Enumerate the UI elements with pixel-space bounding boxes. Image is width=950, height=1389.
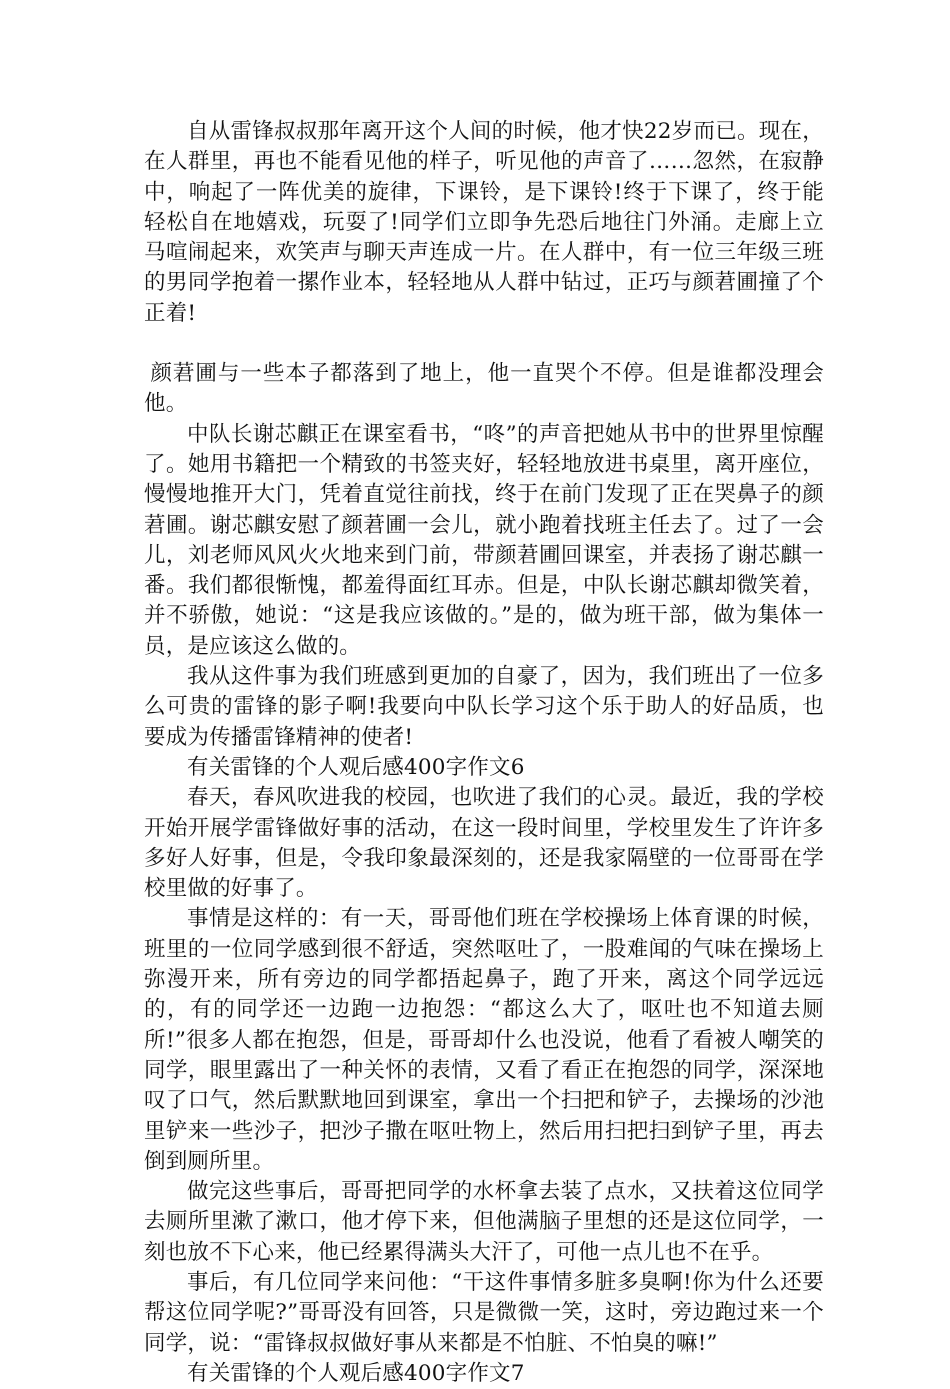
section-heading-6: 有关雷锋的个人观后感400字作文6 (187, 754, 525, 780)
paragraph-6: 春天，春风吹进我的校园，也吹进了我们的心灵。最近，我的学校开始开展学雷锋做好事的活动，在这一段时间里，学校里发生了许许多多好人好事，但是，令我印象最深刻的，还是我家隔壁的一位哥哥在学校里做的好事了。 (144, 785, 824, 902)
section-heading-7: 有关雷锋的个人观后感400字作文7 (187, 1360, 525, 1386)
paragraph-9: 事后，有几位同学来问他：“干这件事情多脏多臭啊!你为什么还要帮这位同学呢?”哥哥没有回答，只是微微一笑，这时，旁边跑过来一个同学，说：“雷锋叔叔做好事从来都是不怕脏、不怕臭的嘛!” (144, 1269, 824, 1356)
paragraph-8: 做完这些事后，哥哥把同学的水杯拿去装了点水，又扶着这位同学去厕所里漱了漱口，他才停下来，但他满脑子里想的还是这位同学，一刻也放不下心来，他已经累得满头大汗了，可他一点儿也不在乎。 (144, 1179, 824, 1265)
paragraph-2: 颜莙圃与一些本子都落到了地上，他一直哭个不停。但是谁都没理会他。 (144, 361, 824, 417)
paragraph-3: 中队长谢芯麒正在课室看书，“咚”的声音把她从书中的世界里惊醒了。她用书籍把一个精致的书签夹好，轻轻地放进书桌里，离开座位，慢慢地推开大门，凭着直觉往前找，终于在前门发现了正在哭鼻子的颜莙圃。谢芯麒安慰了颜莙圃一会儿，就小跑着找班主任去了。过了一会儿，刘老师风风火火地来到门前，带颜莙圃回课室，并表扬了谢芯麒一番。我们都很惭愧，都羞得面红耳赤。但是，中队长谢芯麒却微笑着，并不骄傲，她说：“这是我应该做的。”是的，做为班干部，做为集体一员，是应该这么做的。 (144, 421, 824, 659)
document-page (144, 117, 824, 1389)
paragraph-4: 我从这件事为我们班感到更加的自豪了，因为，我们班出了一位多么可贵的雷锋的影子啊!我要向中队长学习这个乐于助人的好品质，也要成为传播雷锋精神的使者! (144, 664, 824, 750)
paragraph-1: 自从雷锋叔叔那年离开这个人间的时候，他才快22岁而已。现在，在人群里，再也不能看见他的样子，听见他的声音了……忽然，在寂静中，响起了一阵优美的旋律，下课铃，是下课铃!终于下课了，终于能轻松自在地嬉戏，玩耍了!同学们立即争先恐后地往门外涌。走廊上立马喧闹起来，欢笑声与聊天声连成一片。在人群中，有一位三年级三班的男同学抱着一摞作业本，轻轻地从人群中钻过，正巧与颜莙圃撞了个正着! (144, 119, 824, 326)
paragraph-gap (144, 329, 824, 359)
paragraph-7: 事情是这样的：有一天，哥哥他们班在学校操场上体育课的时候，班里的一位同学感到很不舒适，突然呕吐了，一股难闻的气味在操场上弥漫开来，所有旁边的同学都捂起鼻子，跑了开来，离这个同学远远的，有的同学还一边跑一边抱怨：“都这么大了，呕吐也不知道去厕所!”很多人都在抱怨，但是，哥哥却什么也没说，他看了看被人嘲笑的同学，眼里露出了一种关怀的表情，又看了看正在抱怨的同学，深深地叹了口气，然后默默地回到课室，拿出一个扫把和铲子，去操场的沙池里铲来一些沙子，把沙子撒在呕吐物上，然后用扫把扫到铲子里，再去倒到厕所里。 (144, 906, 824, 1174)
